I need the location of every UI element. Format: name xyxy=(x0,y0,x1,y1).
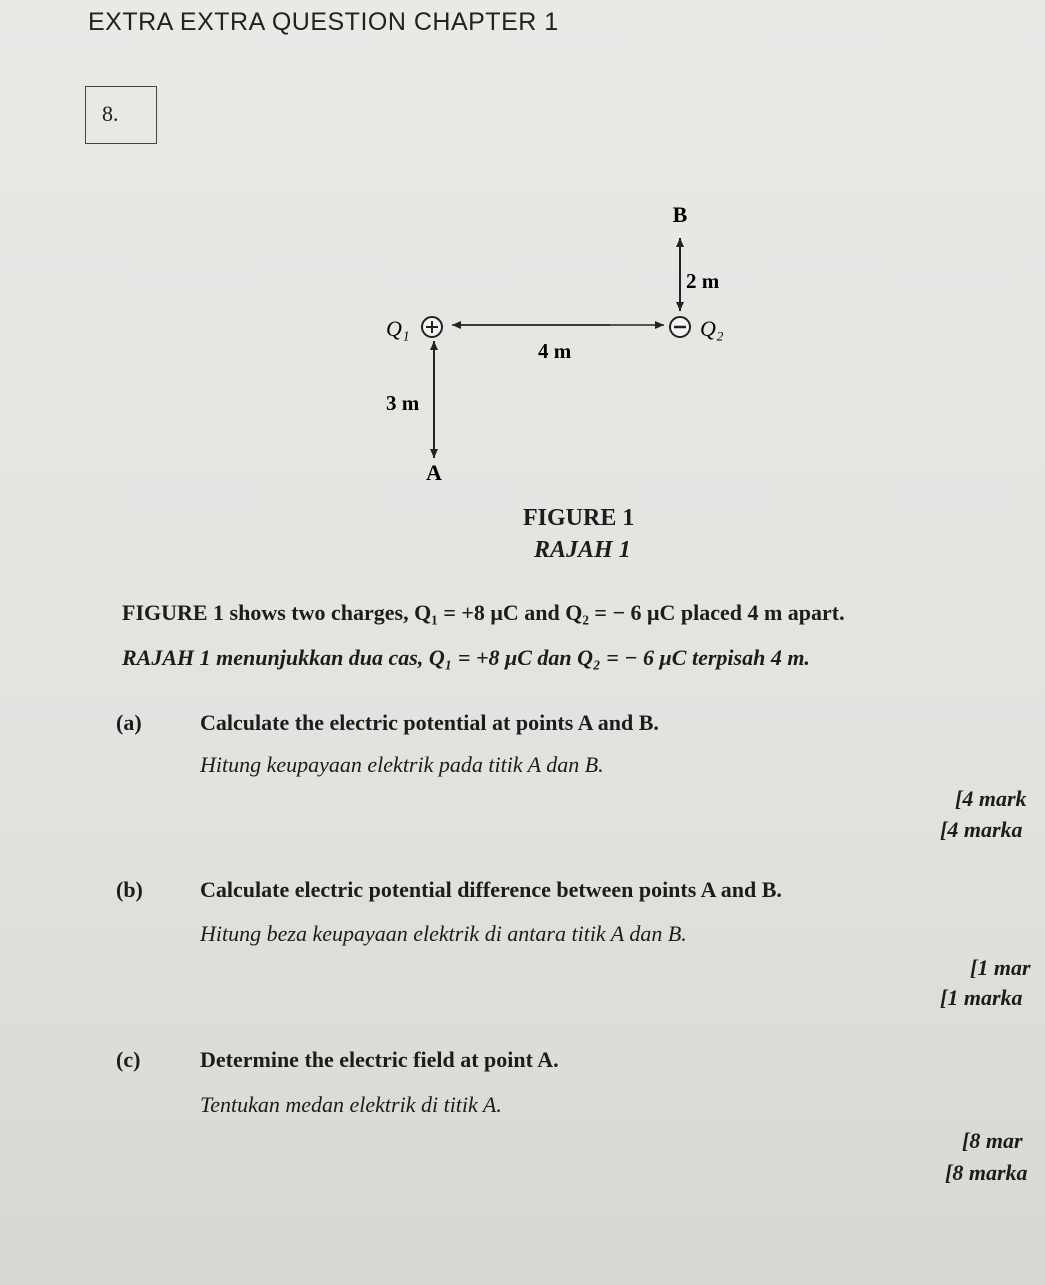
charges-diagram xyxy=(0,0,1045,500)
part-b-question-ms: Hitung beza keupayaan elektrik di antara titik A dan B. xyxy=(200,921,687,946)
part-a-question-ms: Hitung keupayaan elektrik pada titik A dan B. xyxy=(200,752,604,777)
part-c-mark-en: [8 mar xyxy=(962,1128,1023,1153)
part-c-question-ms: Tentukan medan elektrik di titik A. xyxy=(200,1092,502,1117)
distance-2m-label: 2 m xyxy=(686,269,720,293)
figure-caption-en: FIGURE 1 xyxy=(523,505,635,531)
intro-english: FIGURE 1 shows two charges, Q₁ = +8 μC and Q₂ = − 6 μC placed 4 m apart. xyxy=(122,600,845,625)
part-a-question-en: Calculate the electric potential at points A and B. xyxy=(200,710,659,735)
part-b-question-en: Calculate electric potential difference between points A and B. xyxy=(200,877,782,902)
part-a-mark-ms: [4 marka xyxy=(940,817,1023,842)
distance-4m-label: 4 m xyxy=(538,339,572,363)
charge-Q2 xyxy=(670,317,690,337)
point-A-label: A xyxy=(426,460,442,485)
distance-3m-label: 3 m xyxy=(386,391,420,415)
part-a-mark-en: [4 mark xyxy=(955,786,1027,811)
part-b-mark-en: [1 mar xyxy=(970,955,1031,980)
page-header: EXTRA EXTRA QUESTION CHAPTER 1 xyxy=(88,8,559,36)
part-c-question-en: Determine the electric field at point A. xyxy=(200,1047,559,1072)
question-number: 8. xyxy=(102,101,119,126)
part-c-mark-ms: [8 marka xyxy=(945,1160,1028,1185)
charge-Q1 xyxy=(422,317,442,337)
point-B-label: B xyxy=(672,202,688,227)
part-b-label: (b) xyxy=(116,877,143,902)
part-c-label: (c) xyxy=(116,1047,141,1072)
part-a-label: (a) xyxy=(116,710,142,735)
part-b-mark-ms: [1 marka xyxy=(940,985,1023,1010)
charge-Q1-label: Q₁ xyxy=(386,316,410,341)
figure-caption-ms: RAJAH 1 xyxy=(534,537,631,563)
charge-Q2-label: Q₂ xyxy=(700,316,724,341)
intro-malay: RAJAH 1 menunjukkan dua cas, Q₁ = +8 μC dan Q₂ = − 6 μC terpisah 4 m. xyxy=(122,645,810,670)
